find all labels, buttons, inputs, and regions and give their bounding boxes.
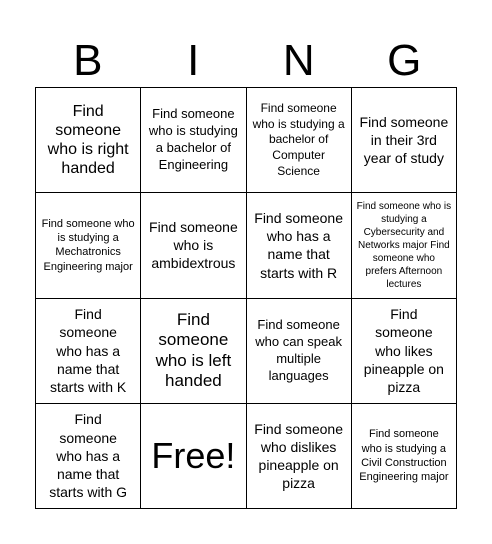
bingo-cell-text: Find someone who likes pineapple on pizza (363, 306, 444, 395)
header-letter-i: I (187, 36, 200, 85)
bingo-cell-text: Find someone who has a name that starts with G (49, 411, 128, 501)
bingo-cell-3[interactable] (247, 88, 352, 193)
bingo-cell-text: Find someone who has a name that starts with K (50, 306, 127, 395)
bingo-cell-13[interactable] (36, 404, 141, 509)
bingo-cell-text: Find someone who is studying a bachelor of Computer Science (252, 101, 345, 178)
bingo-cell-1[interactable] (36, 88, 141, 193)
bingo-cell-text: Find someone who is studying a Cybersecurity and Networks major Find someone who prefers Afternoon lectures (356, 200, 452, 290)
bingo-cell-text: Find someone who is right handed (47, 102, 129, 178)
header-letter-b: B (73, 36, 103, 85)
bingo-cell-2[interactable] (141, 88, 246, 193)
header-letter-g: G (387, 36, 422, 85)
bingo-cell-4[interactable] (352, 88, 457, 193)
bingo-header (35, 34, 457, 88)
bingo-cell-text: Find someone who is left handed (155, 309, 232, 391)
bingo-cell-6[interactable] (141, 193, 246, 298)
bingo-cell-16[interactable] (352, 404, 457, 509)
bingo-cell-10[interactable] (141, 299, 246, 404)
bingo-cell-11[interactable] (247, 299, 352, 404)
bingo-cell-5[interactable] (36, 193, 141, 298)
bingo-cell-8[interactable] (352, 193, 457, 298)
bingo-cell-text: Find someone who has a name that starts with R (254, 210, 343, 281)
bingo-cell-free[interactable] (141, 404, 246, 509)
bingo-cell-text: Find someone who is ambidextrous (149, 219, 238, 272)
header-letter-n: N (282, 36, 315, 85)
bingo-cell-text: Find someone in their 3rd year of study (359, 113, 449, 167)
bingo-cell-text: Find someone who can speak multiple languages (255, 316, 342, 383)
bingo-cell-text: Find someone who is studying a bachelor of Engineering (148, 106, 238, 173)
bingo-card-grid (35, 87, 457, 509)
bingo-cell-text: Find someone who is studying a Mechatronics Engineering major (41, 217, 135, 273)
bingo-cell-text: Find someone who dislikes pineapple on pizza (254, 420, 343, 492)
bingo-cell-12[interactable] (352, 299, 457, 404)
free-space-label: Free! (151, 434, 236, 476)
bingo-cell-9[interactable] (36, 299, 141, 404)
bingo-cell-text: Find someone who is studying a Civil Construction Engineering major (359, 428, 449, 484)
bingo-cell-15[interactable] (247, 404, 352, 509)
bingo-cell-7[interactable] (247, 193, 352, 298)
